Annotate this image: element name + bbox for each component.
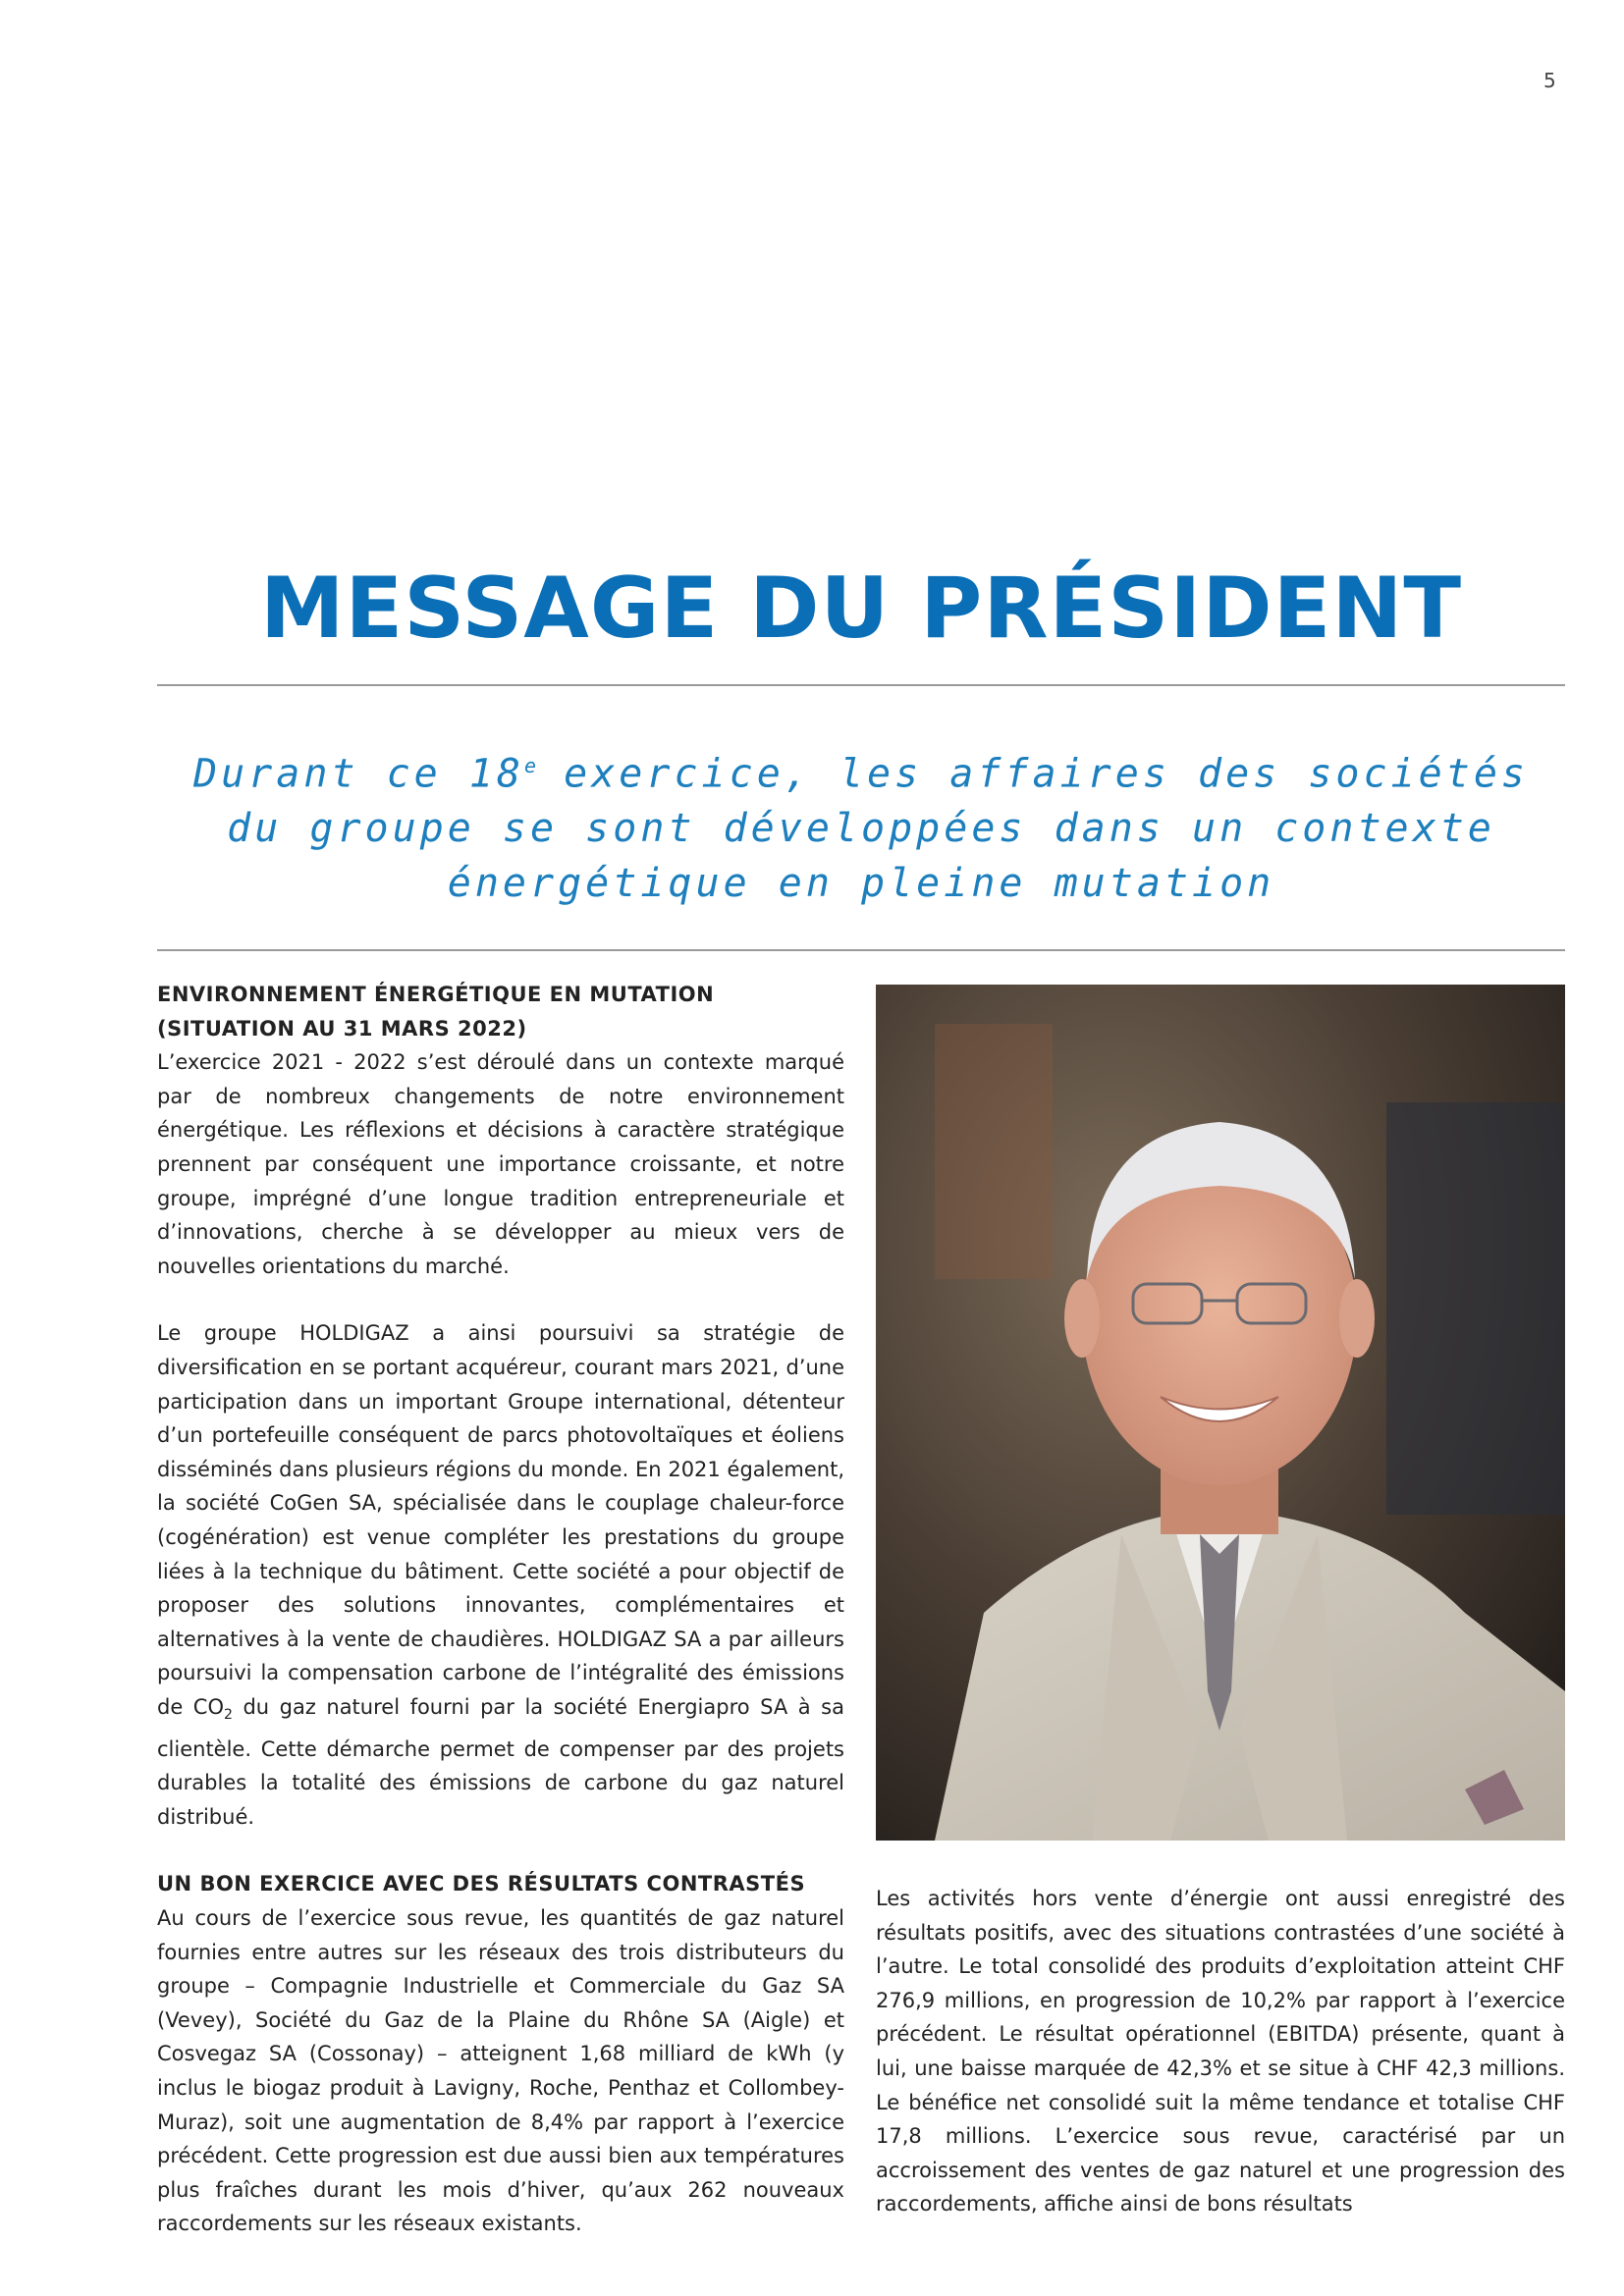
title-divider — [157, 684, 1565, 686]
subtitle-divider — [157, 949, 1565, 951]
left-column — [157, 978, 844, 2241]
subtitle — [157, 738, 1565, 911]
body-paragraph: Les activités hors vente d’énergie ont aussi enregistré des résultats positifs, avec des situations contrastées d’une société à l’autre. Le total consolidé des produits d’exploitation atteint CHF 276,9 millions, en progression de 10,2% par rapport à l’exercice précédent. Le résultat opérationnel (EBITDA) présente, quant à lui, une baisse marquée de 42,3% et se situe à CHF 42,3 millions. Le bénéfice net consolidé suit la même tendance et totalise CHF 17,8 millions. L’exercice sous revue, caractérisé par un accroissement des ventes de gaz naturel et une progression des raccordements, affiche ainsi de bons résultats — [876, 1887, 1565, 2216]
subtitle-line-3: énergétique en pleine mutation — [447, 861, 1275, 907]
subtitle-text: Durant ce 18 — [193, 751, 524, 797]
body-paragraph — [157, 1316, 844, 1834]
body-paragraph: Au cours de l’exercice sous revue, les quantités de gaz naturel fournies entre autres sur les réseaux des trois distributeurs du groupe – Compagnie Industrielle et Commerciale du Gaz SA (Vevey), Société du Gaz de la Plaine du Rhône SA (Aigle) et Cosvegaz SA (Cossonay) – atteignent 1,68 milliard de kWh (y inclus le biogaz produit à Lavigny, Roche, Penthaz et Collombey-Muraz), soit une augmentation de 8,4% par rapport à l’exercice précédent. Cette progression est due aussi bien aux températures plus fraîches durant les mois d’hiver, qu’aux 262 nouveaux raccordements sur les réseaux existants. — [157, 1906, 844, 2236]
paragraph-text: du gaz naturel fourni par la société Energiapro SA à sa clientèle. Cette démarche permet de compenser par des projets durables la totalité des émissions de carbone du gaz naturel distribué. — [157, 1694, 844, 1829]
page-title: MESSAGE DU PRÉSIDENT — [259, 560, 1463, 658]
section-heading — [157, 978, 844, 1045]
body-paragraph: L’exercice 2021 - 2022 s’est déroulé dans un contexte marqué par de nombreux changements de notre environnement énergétique. Les réflexions et décisions à caractère stratégique prennent par conséquent une importance croissante, et notre groupe, imprégné d’une longue tradition entrepreneuriale et d’innovations, cherche à se développer au mieux vers de nouvelles orientations du marché. — [157, 1050, 844, 1278]
right-column — [876, 1882, 1565, 2221]
paragraph-text: Le groupe HOLDIGAZ a ainsi poursuivi sa stratégie de diversification en se portant acquéreur, courant mars 2021, d’une participation dans un important Groupe international, détenteur d’un portefeuille conséquent de parcs photovoltaïques et éoliens disséminés dans plusieurs régions du monde. En 2021 également, la société CoGen SA, spécialisée dans le couplage chaleur-force (cogénération) est venue compléter les prestations du groupe liées à la technique du bâtiment. Cette société a pour objectif de proposer des solutions innovantes, complémentaires et alternatives à la vente de chaudières. HOLDIGAZ SA a par ailleurs poursuivi la compensation carbone de l’intégralité des émissions de CO — [157, 1321, 844, 1719]
president-portrait-photo — [876, 985, 1565, 1841]
ordinal-superscript: e — [523, 754, 537, 777]
subscript: 2 — [223, 1707, 233, 1724]
section-heading-line: (SITUATION AU 31 MARS 2022) — [157, 1016, 527, 1041]
page-number: 5 — [1543, 69, 1556, 92]
section-heading: UN BON EXERCICE AVEC DES RÉSULTATS CONTRASTÉS — [157, 1872, 806, 1896]
subtitle-text: exercice, les affaires des sociétés — [536, 751, 1529, 797]
portrait-illustration — [876, 985, 1565, 1841]
subtitle-line-1 — [157, 738, 1565, 801]
subtitle-line-2: du groupe se sont développées dans un contexte — [227, 806, 1495, 852]
section-heading-line: ENVIRONNEMENT ÉNERGÉTIQUE EN MUTATION — [157, 983, 715, 1006]
